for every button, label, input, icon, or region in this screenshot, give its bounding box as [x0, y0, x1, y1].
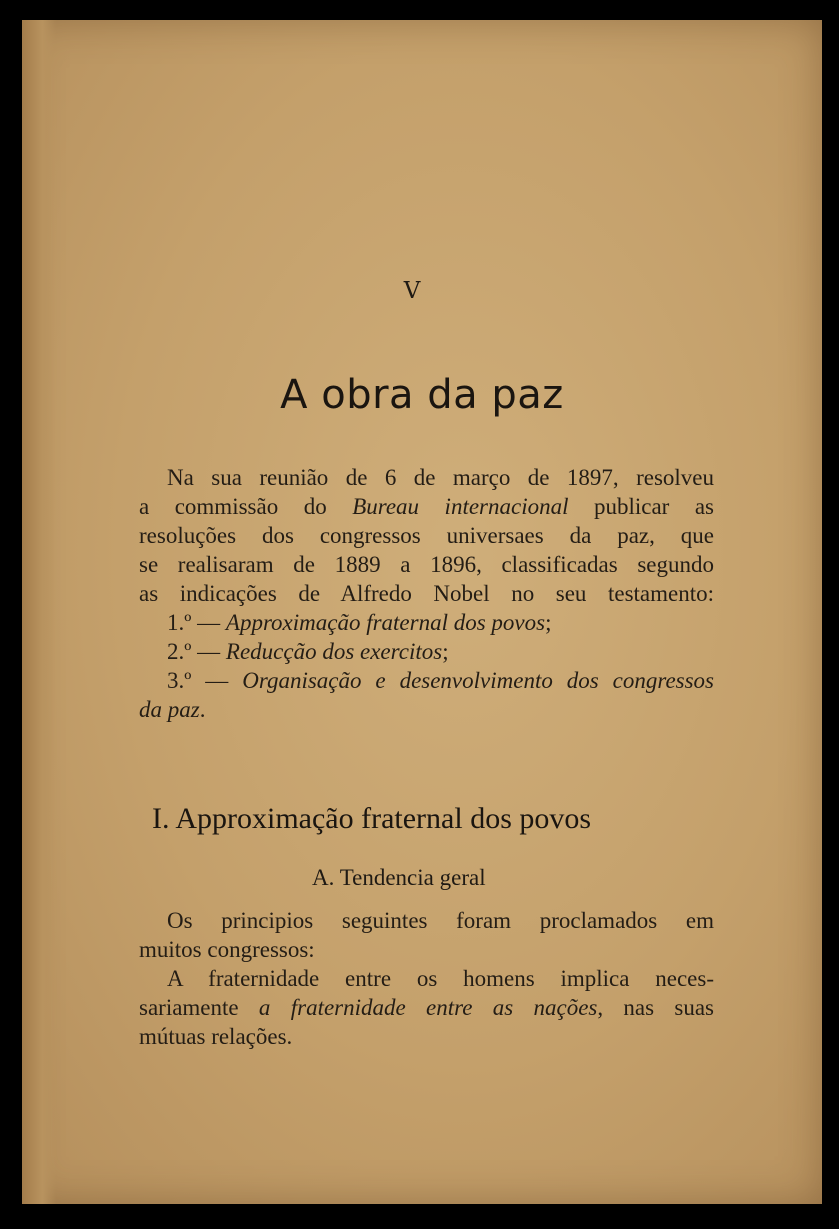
body-line: Os principios seguintes foram proclamados em: [167, 908, 714, 933]
chapter-title: A obra da paz: [280, 372, 564, 418]
body-line: sariamente a fraternidade entre as nações, nas suas: [139, 995, 714, 1020]
list-item: 1.º — Approximação fraternal dos povos;: [167, 610, 552, 635]
intro-line: se realisaram de 1889 a 1896, classificadas segundo: [139, 552, 714, 577]
intro-line: resoluções dos congressos universaes da paz, que: [139, 523, 714, 548]
section-heading: I. Approximação fraternal dos povos: [152, 802, 592, 835]
body-line: A fraternidade entre os homens implica neces-: [167, 966, 714, 991]
list-item: 3.º — Organisação e desenvolvimento dos congressos: [167, 668, 715, 693]
subsection-heading: A. Tendencia geral: [312, 865, 486, 890]
page-spine-shadow: [22, 20, 56, 1204]
intro-line: as indicações de Alfredo Nobel no seu testamento:: [139, 581, 714, 606]
intro-line: a commissão do Bureau internacional publicar as: [139, 494, 714, 519]
body-line: muitos congressos:: [139, 937, 315, 962]
body-line: mútuas relações.: [139, 1024, 293, 1049]
list-item-continuation: da paz.: [139, 697, 206, 722]
intro-line: Na sua reunião de 6 de março de 1897, resolveu: [167, 465, 714, 490]
book-page: [22, 20, 822, 1204]
chapter-number: V: [403, 278, 421, 304]
list-item: 2.º — Reducção dos exercitos;: [167, 639, 449, 664]
